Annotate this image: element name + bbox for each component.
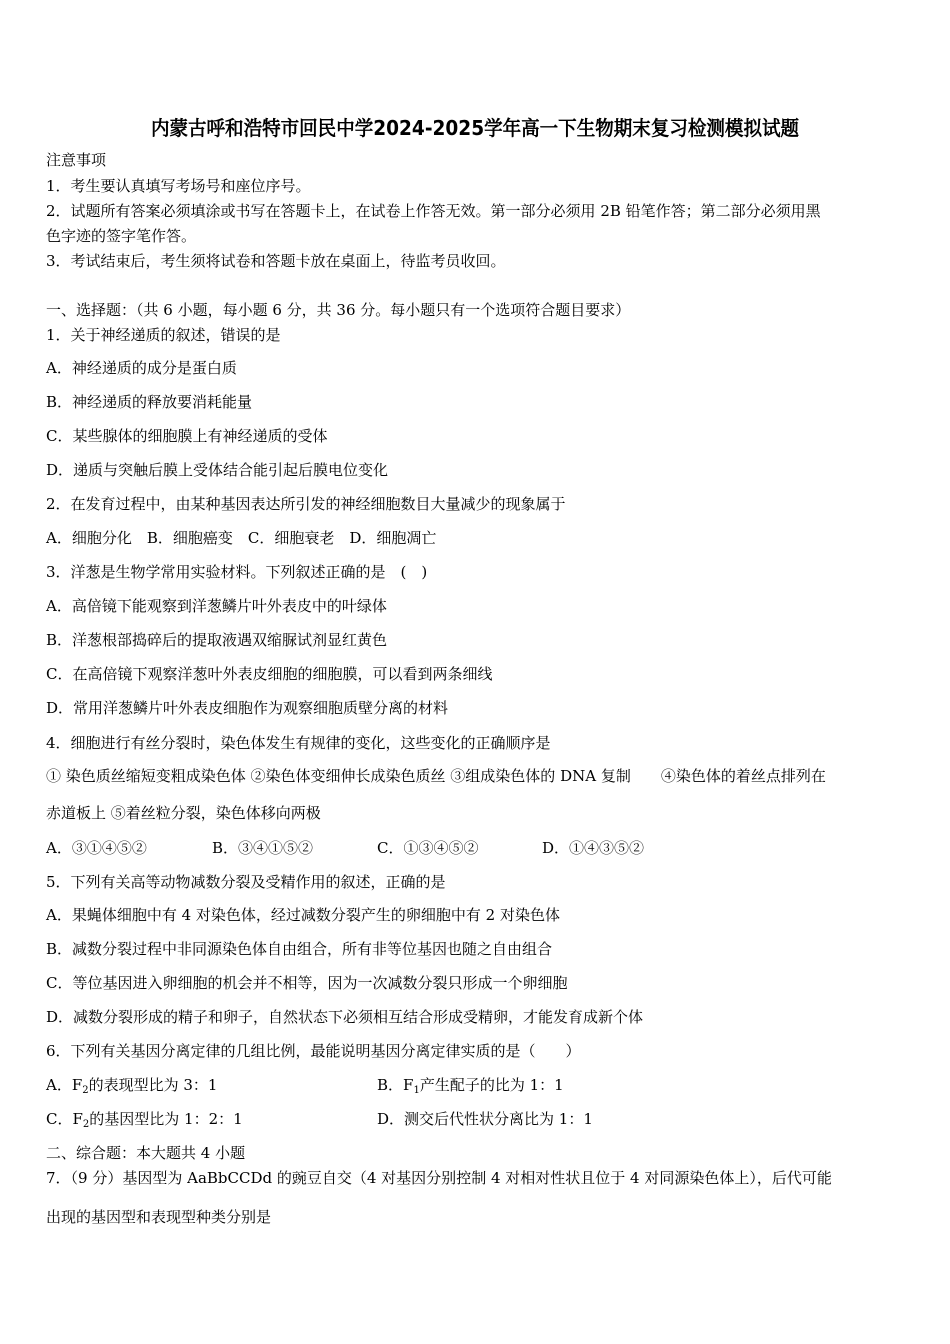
section1-heading: 一、选择题：（共 6 小题，每小题 6 分，共 36 分。每小题只有一个选项符合题目要求） xyxy=(46,301,631,319)
notice-heading: 注意事项 xyxy=(46,151,107,169)
notice-item-2-cont: 色字迹的签字笔作答。 xyxy=(46,227,197,245)
q4-option-c: C．①③④⑤② xyxy=(377,839,479,857)
q3-option-c: C．在高倍镜下观察洋葱叶外表皮细胞的细胞膜，可以看到两条细线 xyxy=(46,665,493,683)
notice-item-1: 1．考生要认真填写考场号和座位序号。 xyxy=(46,177,311,195)
q7-stem-line-2: 出现的基因型和表现型种类分别是 xyxy=(46,1208,272,1226)
q6-option-d: D．测交后代性状分离比为 1：1 xyxy=(377,1110,593,1128)
q4-option-b: B．③④①⑤② xyxy=(212,839,314,857)
q4-stem: 4．细胞进行有丝分裂时，染色体发生有规律的变化，这些变化的正确顺序是 xyxy=(46,734,551,752)
q6-stem: 6．下列有关基因分离定律的几组比例，最能说明基因分离定律实质的是（ ） xyxy=(46,1042,581,1060)
q3-option-d: D．常用洋葱鳞片叶外表皮细胞作为观察细胞质壁分离的材料 xyxy=(46,699,449,717)
section2-heading: 二、综合题：本大题共 4 小题 xyxy=(46,1144,246,1162)
q4-line-1: ① 染色质丝缩短变粗成染色体 ②染色体变细伸长成染色质丝 ③组成染色体的 DNA 复制 ④染色体的着丝点排列在 xyxy=(46,767,826,785)
q5-option-b: B．减数分裂过程中非同源染色体自由组合，所有非等位基因也随之自由组合 xyxy=(46,940,553,958)
q6-option-a: A．$F_2$的表现型比为 3：1 xyxy=(46,1076,218,1096)
q7-stem-line-1: 7．（9 分）基因型为 AaBbCCDd 的豌豆自交（4 对基因分别控制 4 对相对性状且位于 4 对同源染色体上），后代可能 xyxy=(46,1169,832,1187)
q5-option-d: D．减数分裂形成的精子和卵子，自然状态下必须相互结合形成受精卵，才能发育成新个体 xyxy=(46,1008,644,1026)
q6-option-c: C．$F_2$的基因型比为 1：2：1 xyxy=(46,1110,243,1130)
q1-option-c: C．某些腺体的细胞膜上有神经递质的受体 xyxy=(46,427,328,445)
q2-options: A．细胞分化 B．细胞癌变 C．细胞衰老 D．细胞凋亡 xyxy=(46,529,437,547)
notice-item-2: 2．试题所有答案必须填涂或书写在答题卡上，在试卷上作答无效。第一部分必须用 2B 铅笔作答；第二部分必须用黑 xyxy=(46,202,821,220)
q1-option-a: A．神经递质的成分是蛋白质 xyxy=(46,359,237,377)
q5-option-c: C．等位基因进入卵细胞的机会并不相等，因为一次减数分裂只形成一个卵细胞 xyxy=(46,974,568,992)
q5-stem: 5．下列有关高等动物减数分裂及受精作用的叙述，正确的是 xyxy=(46,873,446,891)
q3-stem: 3．洋葱是生物学常用实验材料。下列叙述正确的是 ( ) xyxy=(46,563,428,581)
q6-option-b: B．$F_1$产生配子的比为 1：1 xyxy=(377,1076,564,1096)
q1-stem: 1．关于神经递质的叙述，错误的是 xyxy=(46,326,281,344)
q2-stem: 2．在发育过程中，由某种基因表达所引发的神经细胞数目大量减少的现象属于 xyxy=(46,495,566,513)
q3-option-b: B．洋葱根部捣碎后的提取液遇双缩脲试剂显红黄色 xyxy=(46,631,388,649)
page-title: 内蒙古呼和浩特市回民中学2024-2025学年高一下生物期末复习检测模拟试题 xyxy=(150,116,800,140)
q1-option-b: B．神经递质的释放要消耗能量 xyxy=(46,393,253,411)
notice-item-3: 3．考试结束后，考生须将试卷和答题卡放在桌面上，待监考员收回。 xyxy=(46,252,506,270)
q3-option-a: A．高倍镜下能观察到洋葱鳞片叶外表皮中的叶绿体 xyxy=(46,597,387,615)
q5-option-a: A．果蝇体细胞中有 4 对染色体，经过减数分裂产生的卵细胞中有 2 对染色体 xyxy=(46,906,560,924)
q1-option-d: D．递质与突触后膜上受体结合能引起后膜电位变化 xyxy=(46,461,389,479)
q4-line-2: 赤道板上 ⑤着丝粒分裂，染色体移向两极 xyxy=(46,804,321,822)
q4-option-d: D．①④③⑤② xyxy=(542,839,645,857)
q4-option-a: A．③①④⑤② xyxy=(46,839,147,857)
